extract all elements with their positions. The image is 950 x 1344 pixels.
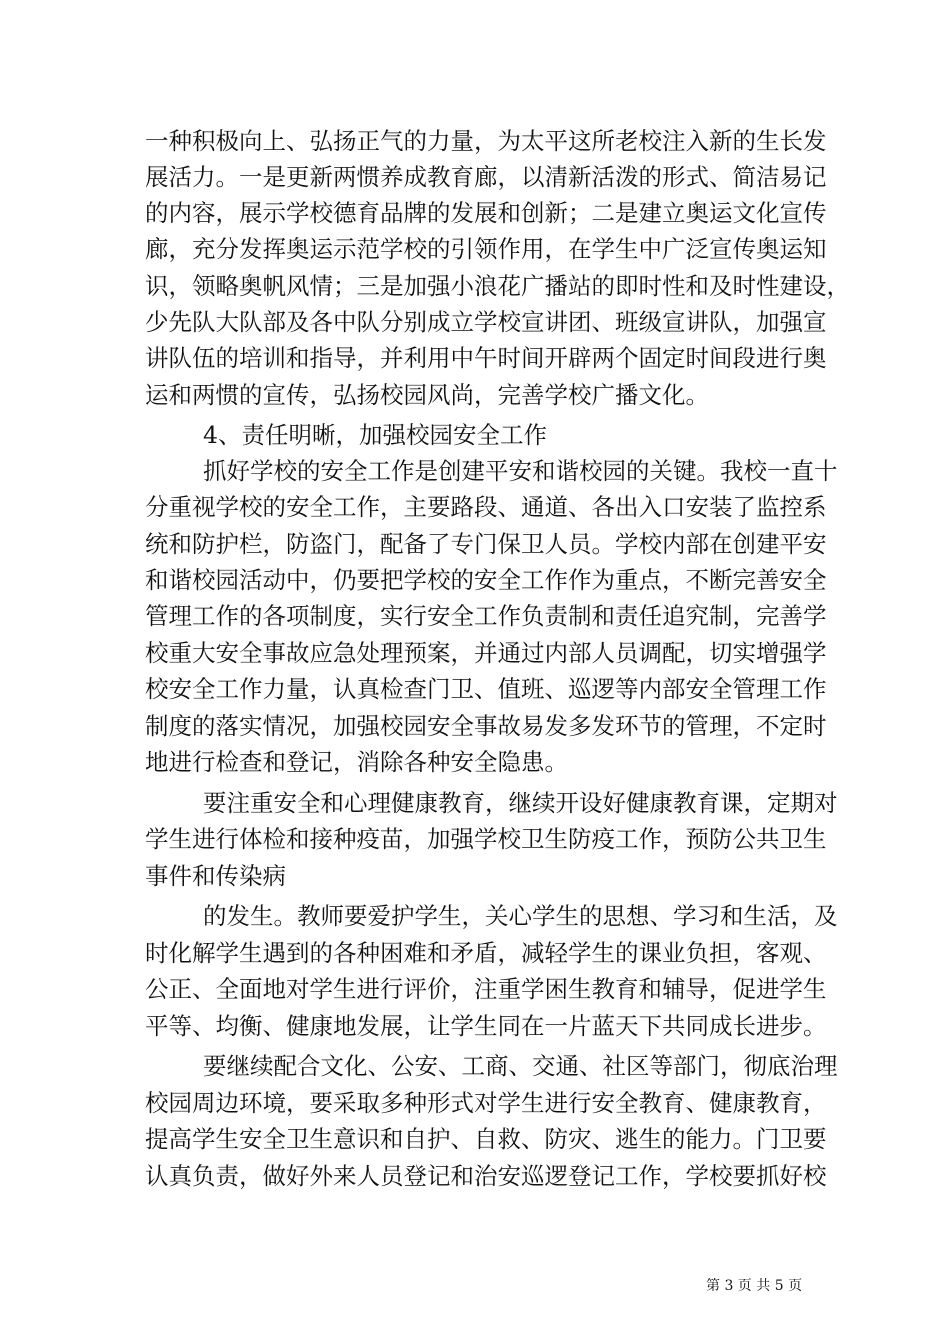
text-line: 要注重安全和心理健康教育，继续开设好健康教育课，定期对: [203, 789, 838, 817]
text-line: 事件和传染病: [145, 862, 286, 890]
text-line: 要继续配合文化、公安、工商、交通、社区等部门，彻底治理: [203, 1052, 838, 1080]
text-line: 运和两惯的宣传，弘扬校园风尚，完善学校广播文化。: [145, 381, 709, 409]
text-line: 管理工作的各项制度，实行安全工作负责制和责任追究制，完善学: [145, 602, 827, 630]
text-line: 公正、全面地对学生进行评价，注重学困生教育和辅导，促进学生: [145, 975, 827, 1003]
text-line: 识，领略奥帆风情；三是加强小浪花广播站的即时性和及时性建设，: [145, 272, 850, 300]
text-line: 的发生。教师要爱护学生，关心学生的思想、学习和生活，及: [203, 902, 838, 930]
text-line: 统和防护栏，防盗门，配备了专门保卫人员。学校内部在创建平安: [145, 530, 827, 558]
text-line: 讲队伍的培训和指导，并利用中午时间开辟两个固定时间段进行奥: [145, 344, 827, 372]
text-line: 学生进行体检和接种疫苗，加强学校卫生防疫工作，预防公共卫生: [145, 825, 827, 853]
text-line: 校园周边环境，要采取多种形式对学生进行安全教育、健康教育，: [145, 1089, 827, 1117]
text-line: 和谐校园活动中，仍要把学校的安全工作作为重点，不断完善安全: [145, 566, 827, 594]
text-line: 展活力。一是更新两惯养成教育廊，以清新活泼的形式、简洁易记: [145, 163, 827, 191]
page-number: 第 3 页 共 5 页: [706, 1278, 803, 1294]
text-line: 地进行检查和登记，消除各种安全隐患。: [145, 748, 568, 776]
text-line: 平等、均衡、健康地发展，让学生同在一片蓝天下共同成长进步。: [145, 1012, 827, 1040]
text-line: 时化解学生遇到的各种困难和矛盾，减轻学生的课业负担，客观、: [145, 939, 827, 967]
section-heading: 4、责任明晰，加强校园安全工作: [203, 421, 547, 449]
text-line: 校重大安全事故应急处理预案，并通过内部人员调配，切实增强学: [145, 639, 827, 667]
text-line: 提高学生安全卫生意识和自护、自救、防灾、逃生的能力。门卫要: [145, 1125, 827, 1153]
text-line: 认真负责，做好外来人员登记和治安巡逻登记工作，学校要抓好校: [145, 1162, 827, 1190]
text-line: 校安全工作力量，认真检查门卫、值班、巡逻等内部安全管理工作: [145, 675, 827, 703]
text-line: 制度的落实情况，加强校园安全事故易发多发环节的管理，不定时: [145, 712, 827, 740]
text-line: 少先队大队部及各中队分别成立学校宣讲团、班级宣讲队，加强宣: [145, 308, 827, 336]
text-line: 一种积极向上、弘扬正气的力量，为太平这所老校注入新的生长发: [145, 127, 827, 155]
text-line: 的内容，展示学校德育品牌的发展和创新；二是建立奥运文化宣传: [145, 199, 827, 227]
text-line: 分重视学校的安全工作，主要路段、通道、各出入口安装了监控系: [145, 493, 827, 521]
text-line: 廊，充分发挥奥运示范学校的引领作用，在学生中广泛宣传奥运知: [145, 235, 827, 263]
text-line: 抓好学校的安全工作是创建平安和谐校园的关键。我校一直十: [203, 457, 838, 485]
